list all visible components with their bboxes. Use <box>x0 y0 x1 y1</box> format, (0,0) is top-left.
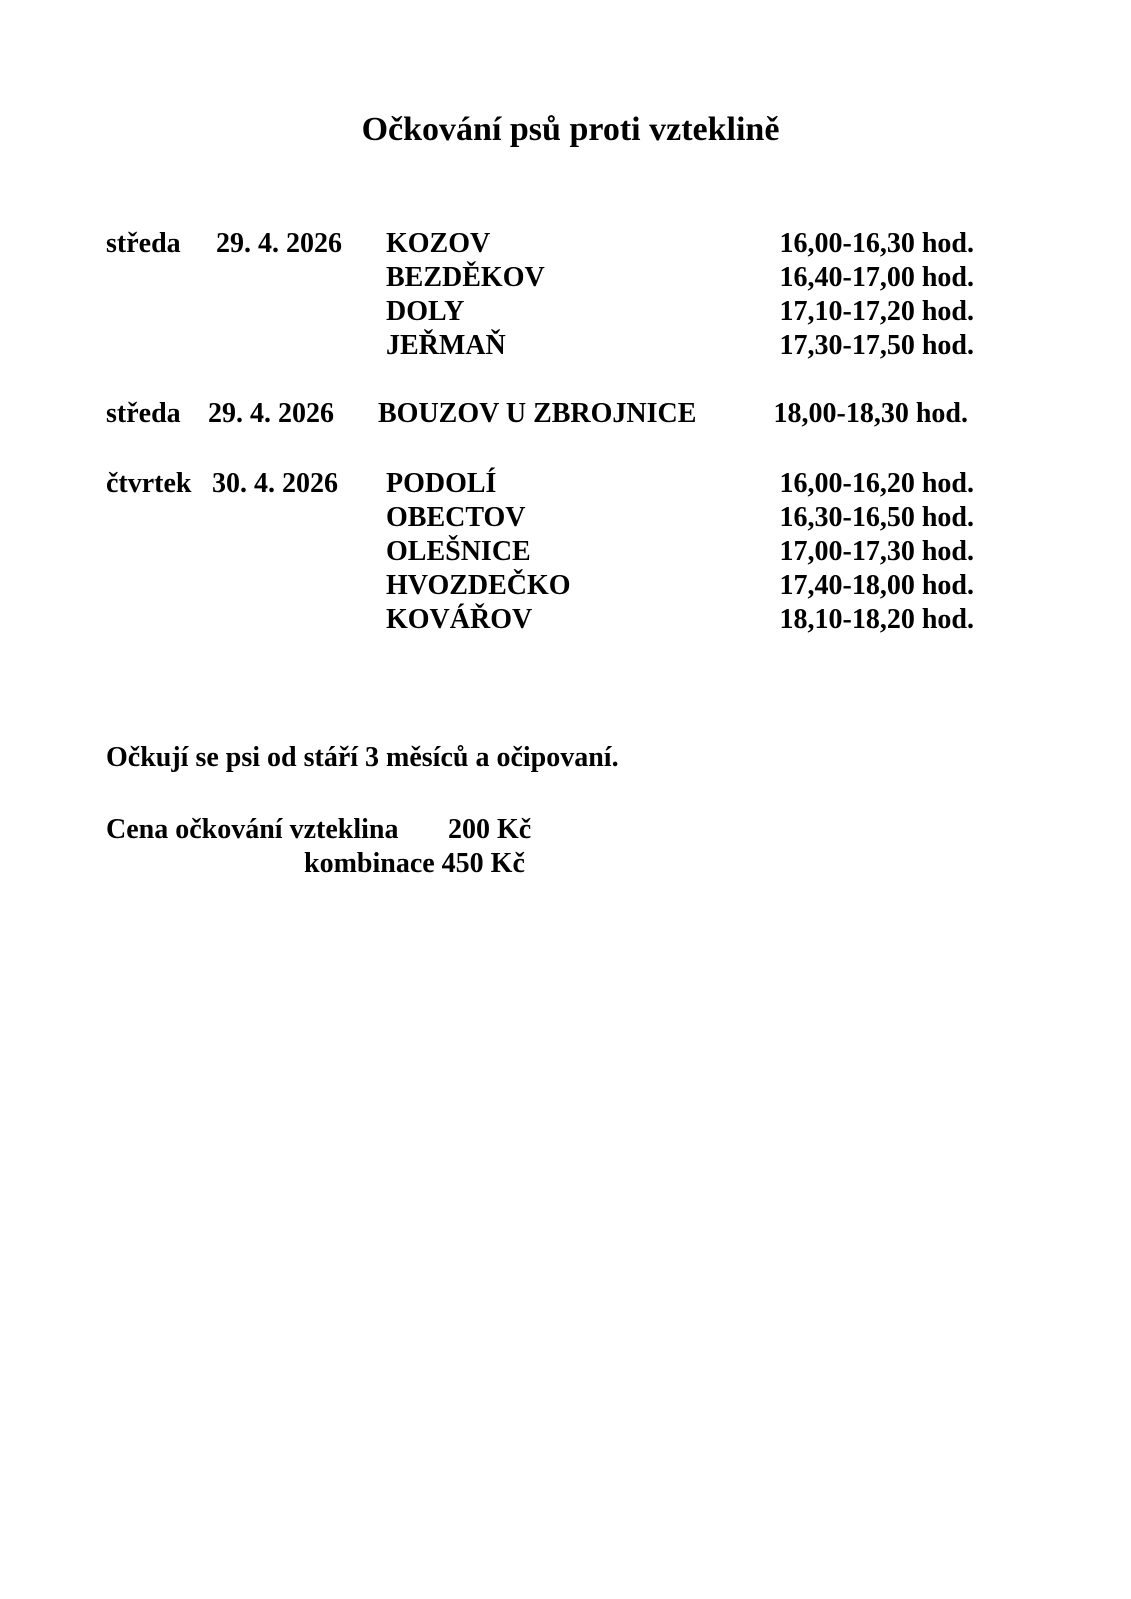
place-name: OBECTOV <box>386 502 526 533</box>
place-name: OLEŠNICE <box>386 536 531 567</box>
time-range: 16,40-17,00 hod. <box>779 262 974 293</box>
schedule-row <box>0 602 1131 638</box>
schedule-row <box>0 226 1131 262</box>
schedule-row <box>0 534 1131 570</box>
time-range: 17,30-17,50 hod. <box>779 330 974 361</box>
time-range: 17,00-17,30 hod. <box>779 536 974 567</box>
date-label: 30. 4. 2026 <box>212 468 338 499</box>
schedule-row <box>0 328 1131 364</box>
time-range: 18,00-18,30 hod. <box>773 398 968 429</box>
schedule-row <box>0 568 1131 604</box>
rabies-price: 200 Kč <box>448 814 532 845</box>
price-label: Cena očkování vzteklina <box>106 814 399 845</box>
time-range: 16,00-16,30 hod. <box>779 228 974 259</box>
place-name: PODOLÍ <box>386 468 497 499</box>
time-range: 16,30-16,50 hod. <box>779 502 974 533</box>
place-name: DOLY <box>386 296 465 327</box>
date-label: 29. 4. 2026 <box>208 398 334 429</box>
page-title: Očkování psů proti vzteklině <box>361 111 780 148</box>
eligibility-note: Očkují se psi od stáří 3 měsíců a očipovaní. <box>106 742 619 773</box>
place-name: HVOZDEČKO <box>386 570 571 601</box>
day-label: středa <box>106 228 181 259</box>
time-range: 17,40-18,00 hod. <box>779 570 974 601</box>
place-name: BEZDĚKOV <box>386 262 545 293</box>
place-name: JEŘMAŇ <box>386 330 506 361</box>
schedule-row <box>0 260 1131 296</box>
date-label: 29. 4. 2026 <box>216 228 342 259</box>
schedule-row <box>0 500 1131 536</box>
time-range: 16,00-16,20 hod. <box>779 468 974 499</box>
time-range: 18,10-18,20 hod. <box>779 604 974 635</box>
place-name: BOUZOV U ZBROJNICE <box>378 398 697 429</box>
place-name: KOVÁŘOV <box>386 604 533 635</box>
day-label: čtvrtek <box>106 468 192 499</box>
place-name: KOZOV <box>386 228 491 259</box>
schedule-row <box>0 396 1131 432</box>
schedule-row <box>0 294 1131 330</box>
day-label: středa <box>106 398 181 429</box>
combination-price: kombinace 450 Kč <box>304 848 525 879</box>
schedule-row <box>0 466 1131 502</box>
time-range: 17,10-17,20 hod. <box>779 296 974 327</box>
